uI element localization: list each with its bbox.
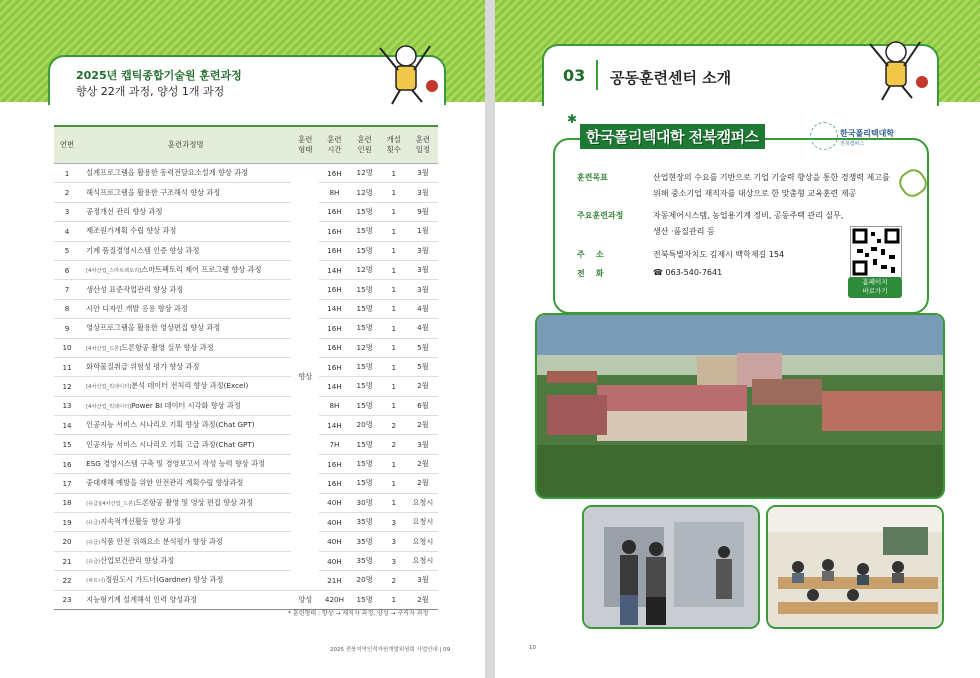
row-people: 15명 <box>350 377 380 396</box>
row-schedule: 3월 <box>408 435 438 454</box>
table-row <box>54 299 438 318</box>
row-hours: 21H <box>319 571 349 590</box>
row-hours: 16H <box>319 474 349 493</box>
row-no: 4 <box>54 222 80 241</box>
table-note: * 훈련형태 : 향상 → 재직자 과정, 양성 → 구직자 과정 <box>288 610 429 617</box>
section-number: 03 <box>563 66 586 85</box>
row-no: 6 <box>54 260 80 279</box>
col-header-count: 개설 횟수 <box>380 126 408 164</box>
row-hours: 16H <box>319 454 349 473</box>
row-no: 19 <box>54 513 80 532</box>
row-no: 3 <box>54 202 80 221</box>
row-schedule: 요청시 <box>408 532 438 551</box>
row-name <box>80 513 291 532</box>
row-hours: 14H <box>319 299 349 318</box>
table-row <box>54 571 438 590</box>
row-no: 20 <box>54 532 80 551</box>
row-count: 1 <box>380 590 408 609</box>
main-course-line-2: 생산 ·품질관리 등 <box>653 227 715 236</box>
table-header-row <box>54 126 438 164</box>
row-count: 1 <box>380 164 408 183</box>
training-photo-1 <box>582 505 760 629</box>
row-name <box>80 164 291 183</box>
row-people: 15명 <box>350 435 380 454</box>
row-no: 15 <box>54 435 80 454</box>
campus-aerial-image <box>537 315 943 497</box>
row-people: 15명 <box>350 241 380 260</box>
row-count: 1 <box>380 280 408 299</box>
row-name-text: 기계 품질경영시스템 인증 향상 과정 <box>86 245 200 255</box>
row-people: 15명 <box>350 454 380 473</box>
table-row <box>54 590 438 609</box>
row-people: 15명 <box>350 280 380 299</box>
row-hours: 14H <box>319 377 349 396</box>
row-count: 3 <box>380 513 408 532</box>
row-hours: 16H <box>319 202 349 221</box>
row-name <box>80 571 291 590</box>
campus-aerial-photo <box>535 313 945 499</box>
row-schedule: 2월 <box>408 474 438 493</box>
right-page <box>495 0 980 678</box>
row-name <box>80 435 291 454</box>
row-name <box>80 222 291 241</box>
row-no: 11 <box>54 357 80 376</box>
row-people: 15명 <box>350 474 380 493</box>
phone-label: 전 화 <box>577 269 604 278</box>
row-name-prefix: [4차산업_빅데이터] <box>86 403 132 410</box>
row-no: 10 <box>54 338 80 357</box>
row-name <box>80 454 291 473</box>
row-schedule: 3월 <box>408 241 438 260</box>
table-row <box>54 357 438 376</box>
row-hours: 16H <box>319 319 349 338</box>
table-row <box>54 319 438 338</box>
row-name-prefix: [4차산업_드론] <box>86 345 122 352</box>
table-row <box>54 532 438 551</box>
table-row <box>54 454 438 473</box>
page-title: 2025년 캡틱종합기술원 훈련과정 <box>76 69 242 82</box>
col-header-schedule: 훈련 일정 <box>408 126 438 164</box>
row-count: 2 <box>380 416 408 435</box>
row-schedule: 4월 <box>408 299 438 318</box>
row-name <box>80 202 291 221</box>
row-no: 2 <box>54 183 80 202</box>
row-schedule: 3월 <box>408 571 438 590</box>
row-hours: 7H <box>319 435 349 454</box>
row-no: 21 <box>54 551 80 570</box>
table-row <box>54 513 438 532</box>
row-name-text: Power BI 데이터 시각화 향상 과정 <box>131 400 241 410</box>
table-row <box>54 338 438 357</box>
row-hours: 16H <box>319 164 349 183</box>
row-count: 2 <box>380 571 408 590</box>
row-count: 1 <box>380 357 408 376</box>
row-name-text: 지능형기계 설계해석 인력 양성과정 <box>86 594 198 604</box>
row-name <box>80 532 291 551</box>
row-name-text: 설계프로그램을 활용한 동력전달요소설계 향상 과정 <box>86 168 249 178</box>
row-type-improve: 향상 <box>291 164 319 591</box>
table-row <box>54 551 438 570</box>
row-count: 1 <box>380 396 408 415</box>
row-hours: 16H <box>319 280 349 299</box>
row-schedule: 9월 <box>408 202 438 221</box>
row-people: 12명 <box>350 338 380 357</box>
row-people: 15명 <box>350 299 380 318</box>
col-header-type: 훈련 형태 <box>291 126 319 164</box>
row-name-text: 해석프로그램을 활용한 구조해석 향상 과정 <box>86 187 221 197</box>
row-name <box>80 357 291 376</box>
row-no: 7 <box>54 280 80 299</box>
row-schedule: 2월 <box>408 416 438 435</box>
training-image-2 <box>768 507 942 627</box>
goal-label: 훈련목표 <box>577 173 608 182</box>
row-name-text: 시안 디자인 개발 응용 향상 과정 <box>86 303 188 313</box>
table-row <box>54 202 438 221</box>
row-hours: 16H <box>319 338 349 357</box>
campus-name: 한국폴리텍대학 전북캠퍼스 <box>580 124 765 149</box>
row-count: 1 <box>380 241 408 260</box>
row-hours: 8H <box>319 183 349 202</box>
row-schedule: 3월 <box>408 164 438 183</box>
row-schedule: 3월 <box>408 260 438 279</box>
row-schedule: 요청시 <box>408 493 438 512</box>
row-name <box>80 551 291 570</box>
row-count: 1 <box>380 338 408 357</box>
row-name-text: 분석 데이터 전처리 향상 과정(Excel) <box>131 381 249 391</box>
row-name-text: 인공지능 서비스 시나리오 기획 고급 과정(Chat GPT) <box>86 439 255 449</box>
row-name <box>80 377 291 396</box>
row-schedule: 1월 <box>408 222 438 241</box>
qr-code[interactable] <box>850 226 902 278</box>
row-schedule: 요청시 <box>408 513 438 532</box>
phone-value: ☎ 063-540-7641 <box>653 268 723 277</box>
jumping-figure-illustration <box>860 32 930 102</box>
logo-subtext: 전북캠퍼스 <box>840 141 865 147</box>
address-label: 주 소 <box>577 250 604 259</box>
row-name-prefix: (유급) <box>86 539 101 546</box>
row-name-prefix: (유급) <box>86 520 101 527</box>
training-course-table <box>54 125 438 610</box>
row-name-text: 영상프로그램을 활용한 영상편집 향상 과정 <box>86 323 221 333</box>
row-schedule: 3월 <box>408 280 438 299</box>
row-count: 1 <box>380 222 408 241</box>
row-count: 3 <box>380 551 408 570</box>
table-row <box>54 377 438 396</box>
table-row <box>54 493 438 512</box>
row-name-text: 드론항공 촬영 실무 향상 과정 <box>121 342 214 352</box>
row-count: 1 <box>380 299 408 318</box>
row-people: 30명 <box>350 493 380 512</box>
row-hours: 40H <box>319 532 349 551</box>
row-name <box>80 241 291 260</box>
row-count: 1 <box>380 493 408 512</box>
homepage-link-button[interactable]: 홈페이지 바로가기 <box>848 277 902 298</box>
row-schedule: 3월 <box>408 183 438 202</box>
row-hours: 40H <box>319 551 349 570</box>
row-schedule: 2월 <box>408 454 438 473</box>
row-count: 1 <box>380 377 408 396</box>
row-no: 22 <box>54 571 80 590</box>
row-hours: 8H <box>319 396 349 415</box>
row-count: 2 <box>380 435 408 454</box>
row-people: 15명 <box>350 590 380 609</box>
row-name <box>80 396 291 415</box>
row-no: 16 <box>54 454 80 473</box>
row-count: 1 <box>380 474 408 493</box>
section-divider <box>596 60 598 90</box>
left-page <box>0 0 485 678</box>
row-people: 15명 <box>350 202 380 221</box>
row-no: 5 <box>54 241 80 260</box>
row-name-text: 지속적개선활동 향상 과정 <box>100 517 182 527</box>
row-people: 12명 <box>350 183 380 202</box>
table-row <box>54 222 438 241</box>
jumping-figure-illustration <box>370 36 440 106</box>
row-count: 1 <box>380 202 408 221</box>
row-hours: 14H <box>319 260 349 279</box>
col-header-people: 훈련 인원 <box>350 126 380 164</box>
table-row <box>54 183 438 202</box>
row-name-text: 인공지능 서비스 시나리오 기획 향상 과정(Chat GPT) <box>86 420 255 430</box>
row-name-text: 공정개선 관리 향상 과정 <box>86 206 163 216</box>
row-schedule: 6월 <box>408 396 438 415</box>
row-count: 3 <box>380 532 408 551</box>
main-course-line-1: 자동제어시스템, 농업용기계 정비, 공동주택 관리 실무, <box>653 211 844 220</box>
row-schedule: 5월 <box>408 357 438 376</box>
row-name <box>80 590 291 609</box>
row-schedule: 5월 <box>408 338 438 357</box>
row-hours: 16H <box>319 222 349 241</box>
col-header-hours: 훈련 시간 <box>319 126 349 164</box>
table-row <box>54 164 438 183</box>
row-people: 15명 <box>350 396 380 415</box>
row-people: 35명 <box>350 551 380 570</box>
table-row <box>54 474 438 493</box>
training-image-1 <box>584 507 758 627</box>
row-name <box>80 319 291 338</box>
row-name <box>80 416 291 435</box>
row-hours: 16H <box>319 357 349 376</box>
row-name-text: 생산성 표준작업관리 향상 과정 <box>86 284 184 294</box>
polytech-logo <box>810 120 922 154</box>
row-name <box>80 280 291 299</box>
sparkle-icon: ✱ <box>567 112 578 126</box>
row-people: 12명 <box>350 260 380 279</box>
row-name-prefix: [4차산업_스마트팩토리] <box>86 268 142 275</box>
table-row <box>54 280 438 299</box>
row-name-text: ESG 경영시스템 구축 및 경영보고서 작성 능력 향상 과정 <box>86 459 265 469</box>
row-no: 1 <box>54 164 80 183</box>
row-no: 13 <box>54 396 80 415</box>
main-course-label: 주요훈련과정 <box>577 211 624 220</box>
row-name-text: 제조원가계획 수립 향상 과정 <box>86 226 177 236</box>
row-schedule: 요청시 <box>408 551 438 570</box>
row-people: 20명 <box>350 416 380 435</box>
row-no: 18 <box>54 493 80 512</box>
row-name-text: 화학물질취급 위험성 평가 향상 과정 <box>86 362 200 372</box>
goal-line-1: 산업현장의 수요를 기반으로 기업 기술력 향상을 통한 경쟁력 제고를 <box>653 173 890 182</box>
qr-code-pattern <box>851 227 901 277</box>
row-name <box>80 493 291 512</box>
row-name <box>80 338 291 357</box>
row-people: 20명 <box>350 571 380 590</box>
row-schedule: 4월 <box>408 319 438 338</box>
row-no: 12 <box>54 377 80 396</box>
row-count: 1 <box>380 454 408 473</box>
page-subtitle: 향상 22개 과정, 양성 1개 과정 <box>76 85 225 98</box>
row-count: 1 <box>380 319 408 338</box>
row-name <box>80 299 291 318</box>
row-no: 23 <box>54 590 80 609</box>
table-row <box>54 435 438 454</box>
row-people: 35명 <box>350 513 380 532</box>
row-people: 35명 <box>350 532 380 551</box>
row-hours: 16H <box>319 241 349 260</box>
training-photo-2 <box>766 505 944 629</box>
table-row <box>54 260 438 279</box>
row-no: 9 <box>54 319 80 338</box>
page-footer: 2025 전북지역인적자원개발위원회 사업안내 | 09 <box>330 647 451 653</box>
row-name <box>80 260 291 279</box>
row-count: 1 <box>380 183 408 202</box>
row-type-train: 양성 <box>291 590 319 609</box>
table-row <box>54 416 438 435</box>
page-footer: 10 <box>529 645 536 651</box>
row-hours: 14H <box>319 416 349 435</box>
row-name-prefix: (파트너) <box>86 578 106 585</box>
col-header-name: 훈련과정명 <box>80 126 291 164</box>
table-row <box>54 241 438 260</box>
row-schedule: 2월 <box>408 377 438 396</box>
row-name-text: 정원도시 가드너(Gardner) 향상 과정 <box>105 575 224 585</box>
row-name <box>80 474 291 493</box>
row-name <box>80 183 291 202</box>
row-people: 15명 <box>350 357 380 376</box>
goal-line-2: 위해 중소기업 재직자를 대상으로 한 맞춤형 교육훈련 제공 <box>653 189 857 198</box>
row-name-text: 산업보건관리 향상 과정 <box>100 556 175 565</box>
row-name-prefix: (유급)[4차산업_드론] <box>86 500 136 507</box>
row-people: 15명 <box>350 319 380 338</box>
row-name-prefix: (유급) <box>86 559 101 565</box>
row-hours: 40H <box>319 513 349 532</box>
row-people: 12명 <box>350 164 380 183</box>
row-name-text: 식품 안전 위해요소 분석평가 향상 과정 <box>100 536 223 546</box>
row-hours: 40H <box>319 493 349 512</box>
row-hours: 420H <box>319 590 349 609</box>
logo-text: 한국폴리텍대학 <box>840 129 895 138</box>
row-name-prefix: [4차산업_빅데이터] <box>86 384 132 391</box>
row-schedule: 2월 <box>408 590 438 609</box>
row-no: 14 <box>54 416 80 435</box>
row-name-text: 드론항공 촬영 및 영상 편집 향상 과정 <box>135 497 254 507</box>
row-people: 15명 <box>350 222 380 241</box>
address-value: 전북특별자치도 김제시 백학제길 154 <box>653 250 785 259</box>
row-no: 8 <box>54 299 80 318</box>
row-no: 17 <box>54 474 80 493</box>
table-row <box>54 396 438 415</box>
section-title: 공동훈련센터 소개 <box>610 69 732 87</box>
col-header-no: 연번 <box>54 126 80 164</box>
row-count: 1 <box>380 260 408 279</box>
row-name-text: 스마트팩토리 제어 프로그램 향상 과정 <box>141 265 262 275</box>
logo-mark-icon <box>810 122 838 150</box>
row-name-text: 중대재해 예방을 위한 안전관리 계획수립 향상과정 <box>86 478 244 488</box>
